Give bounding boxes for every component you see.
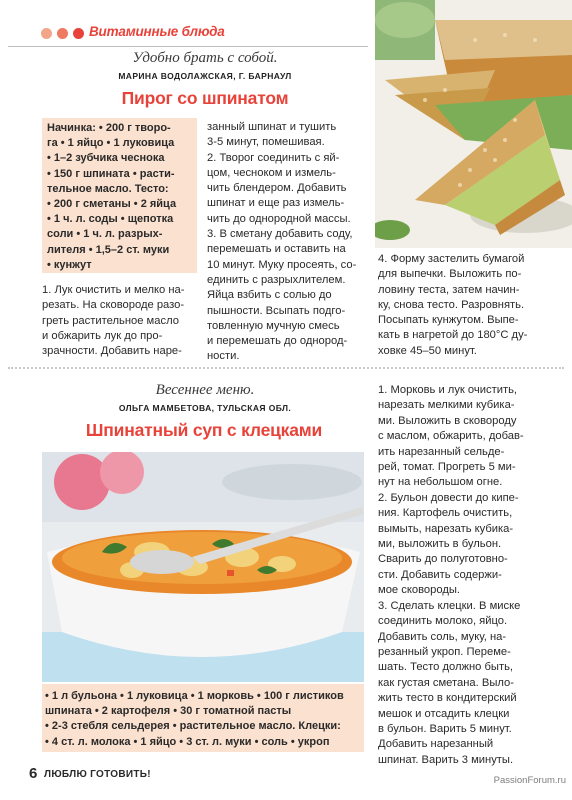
text-line: с маслом, обжарить, добав- <box>378 430 524 443</box>
soup-illustration <box>42 452 364 682</box>
text-line: рей, томат. Прогреть 5 ми- <box>378 461 516 474</box>
text-line: шпинат. Варить 3 минуты. <box>378 753 514 766</box>
ingredient-line: шпината • 2 картофеля • 30 г томатной пасты <box>45 705 292 718</box>
text-line: ми. Выложить в сковороду <box>378 414 517 427</box>
text-line: мое сковороды. <box>378 584 460 597</box>
text-line: пышности. Всыпать подго- <box>207 304 346 317</box>
ingredient-line: • 200 г сметаны • 2 яйца <box>47 198 177 211</box>
text-line: Добавить соль, муку, на- <box>378 630 507 643</box>
recipe1-steps-col2 <box>207 120 372 365</box>
header-dot-1 <box>41 28 52 39</box>
ingredient-line: • 4 ст. л. молока • 1 яйцо • 3 ст. л. муки • соль • укроп <box>45 735 330 748</box>
text-line: шпинат и еще раз измель- <box>207 197 345 210</box>
watermark: PassionForum.ru <box>493 775 566 786</box>
text-line: товленную мучную смесь <box>207 319 340 332</box>
ingredient-line: • 150 г шпината • расти- <box>47 167 175 180</box>
recipe2-title: Шпинатный суп с клецками <box>85 420 323 440</box>
ingredient-line: соли • 1 ч. л. разрых- <box>47 228 163 241</box>
text-line: ку, снова тесто. Разровнять. <box>378 298 525 311</box>
header-dot-2 <box>57 28 68 39</box>
text-line: резанный укроп. Переме- <box>378 645 511 658</box>
text-line: греть растительное масло <box>42 314 179 327</box>
recipe2-steps <box>378 383 570 768</box>
text-line: ловину теста, затем начин- <box>378 283 520 296</box>
text-line: единить с разрыхлителем. <box>207 273 346 286</box>
text-line: 1. Морковь и лук очистить, <box>378 384 518 396</box>
ingredient-line: • 1–2 зубчика чеснока <box>47 152 165 165</box>
recipe1-title: Пирог со шпинатом <box>121 88 289 108</box>
text-line: жить тесто в кондитерский <box>378 692 517 705</box>
recipe2-ingredients <box>45 689 363 750</box>
magazine-name: ЛЮБЛЮ ГОТОВИТЬ! <box>44 769 151 780</box>
header-rule <box>8 46 368 47</box>
header-dot-3 <box>73 28 84 39</box>
ingredient-line: Начинка: • 200 г творо- <box>47 122 171 134</box>
ingredient-line: • кунжут <box>47 258 92 271</box>
text-line: цом, чесноком и измель- <box>207 166 336 179</box>
ingredient-line: лителя • 1,5–2 ст. муки <box>47 243 170 256</box>
text-line: ить нарезанный сельде- <box>378 445 505 458</box>
text-line: чить до однородной массы. <box>207 212 351 225</box>
section-divider <box>8 367 564 369</box>
text-line: шать. Тесто должно быть, <box>378 661 514 674</box>
text-line: 3. Сделать клецки. В миске <box>378 599 521 612</box>
ingredient-line: • 1 л бульона • 1 луковица • 1 морковь • 100 г листиков <box>45 690 344 702</box>
text-line: 2. Творог соединить с яй- <box>207 151 340 164</box>
text-line: ния. Картофель очистить, <box>378 507 513 520</box>
text-line: мешок и отсадить клецки <box>378 707 510 720</box>
soup-photo <box>42 452 364 682</box>
recipe1-author: МАРИНА ВОДОЛАЖСКАЯ, Г. БАРНАУЛ <box>118 71 292 81</box>
text-line: кать в нагретой до 180°С ду- <box>378 329 528 342</box>
text-line: 2. Бульон довести до кипе- <box>378 491 519 504</box>
text-line: 4. Форму застелить бумагой <box>378 253 525 265</box>
section-label: Витаминные блюда <box>89 24 225 39</box>
text-line: вымыть, нарезать кубика- <box>378 522 514 535</box>
text-line: в бульон. Варить 5 минут. <box>378 722 512 735</box>
recipe1-ingredients <box>47 121 197 273</box>
recipe1-steps-col1 <box>42 283 202 359</box>
text-line: для выпечки. Выложить по- <box>378 268 522 281</box>
text-line: ховке 45–50 минут. <box>378 344 477 357</box>
recipe1-kicker: Удобно брать с собой. <box>132 50 278 66</box>
text-line: соединить молоко, яйцо. <box>378 615 508 628</box>
text-line: как густая сметана. Выло- <box>378 676 514 689</box>
text-line: ми, выложить в бульон. <box>378 538 502 551</box>
recipe1-steps-col3 <box>378 252 568 359</box>
recipe2-kicker: Весеннее меню. <box>155 382 255 398</box>
text-line: 1. Лук очистить и мелко на- <box>42 284 185 296</box>
text-line: 3. В сметану добавить соду, <box>207 228 353 241</box>
page-number: 6 <box>29 765 38 782</box>
recipe2-author: ОЛЬГА МАМБЕТОВА, ТУЛЬСКАЯ ОБЛ. <box>118 403 292 413</box>
text-line: занный шпинат и тушить <box>207 121 337 133</box>
ingredient-line: • 1 ч. л. соды • щепотка <box>47 213 174 226</box>
text-line: 3-5 минут, помешивая. <box>207 136 325 149</box>
text-line: Сварить до полуготовно- <box>378 553 508 566</box>
text-line: нут на небольшом огне. <box>378 476 503 489</box>
text-line: Добавить нарезанный <box>378 738 494 751</box>
ingredient-line: тельное масло. Тесто: <box>47 182 169 195</box>
text-line: перемешать и оставить на <box>207 243 346 256</box>
ingredient-line: • 2-3 стебля сельдерея • растительное масло. Клецки: <box>45 720 341 733</box>
text-line: резать. На сковороде разо- <box>42 299 185 312</box>
text-line: нарезать мелкими кубика- <box>378 399 515 412</box>
pie-photo <box>375 0 572 248</box>
text-line: и обжарить лук до про- <box>42 329 163 342</box>
text-line: Яйца взбить с солью до <box>207 289 332 302</box>
text-line: Посыпать кунжутом. Выпе- <box>378 314 519 327</box>
ingredient-line: га • 1 яйцо • 1 луковица <box>47 137 175 150</box>
text-line: ности. <box>207 350 240 363</box>
pie-illustration <box>375 0 572 248</box>
text-line: сти. Добавить содержи- <box>378 568 502 581</box>
text-line: чить блендером. Добавить <box>207 182 347 195</box>
text-line: 10 минут. Муку просеять, со- <box>207 258 357 271</box>
text-line: зрачности. Добавить наре- <box>42 345 182 358</box>
text-line: и перемешать до однород- <box>207 335 348 348</box>
